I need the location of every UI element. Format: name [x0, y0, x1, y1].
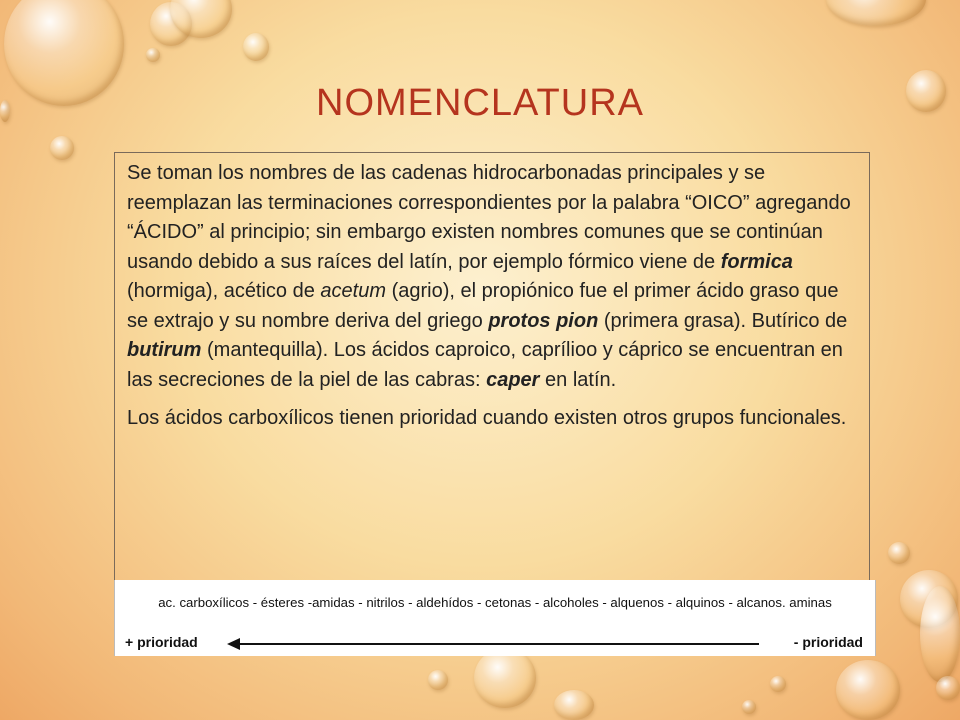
water-drop-decoration	[50, 136, 74, 160]
water-drop-decoration	[243, 33, 269, 61]
term-protos-pion: protos pion	[488, 309, 599, 332]
text-run: (agrio), el propiónico fue el primer ácido graso que se extrajo y su nombre deriva del griego	[127, 280, 839, 332]
term-acetum: acetum	[320, 280, 387, 302]
term-caper: caper	[486, 368, 540, 391]
priority-arrow-line	[239, 643, 759, 645]
water-drop-decoration	[936, 676, 960, 700]
high-priority-label: + prioridad	[125, 634, 198, 650]
water-drop-decoration	[836, 660, 900, 720]
water-drop-decoration	[826, 0, 926, 26]
term-formica: formica	[720, 250, 793, 273]
water-drop-decoration	[554, 690, 594, 720]
text-run: (hormiga), acético de	[127, 280, 321, 302]
text-run: Se toman los nombres de las cadenas hidrocarbonadas principales y se reemplazan las terminaciones correspondientes por la palabra “OICO” agregando “ÁCIDO” al principio; sin embargo existen nombres comunes que se continúan usando debido a sus raíces del latín, por ejemplo fórmico viene de	[127, 162, 851, 273]
text-run: en latín.	[539, 368, 617, 391]
water-drop-decoration	[428, 670, 448, 690]
water-drop-decoration	[770, 676, 786, 692]
priority-list: ac. carboxílicos - ésteres -amidas - nitrilos - aldehídos - cetonas - alcoholes - alquenos - alquinos - alcanos. aminas	[158, 595, 832, 610]
priority-scale-image	[114, 580, 876, 656]
text-run: (primera grasa). Butírico de	[598, 309, 848, 332]
water-drop-decoration	[474, 648, 536, 708]
paragraph-priority: Los ácidos carboxílicos tienen prioridad cuando existen otros grupos funcionales.	[127, 407, 847, 429]
body-text-box	[114, 152, 870, 582]
water-drop-decoration	[146, 48, 160, 62]
water-drop-decoration	[888, 542, 910, 564]
slide-title: NOMENCLATURA	[316, 82, 644, 124]
text-run: (mantequilla). Los ácidos caproico, caprílioo y cáprico se encuentran en las secreciones de la piel de las cabras:	[127, 339, 843, 391]
water-drop-decoration	[742, 700, 756, 714]
term-butirum: butirum	[127, 339, 202, 361]
low-priority-label: - prioridad	[793, 634, 863, 650]
water-drop-decoration	[920, 586, 960, 682]
paragraph-etymology	[127, 159, 859, 395]
